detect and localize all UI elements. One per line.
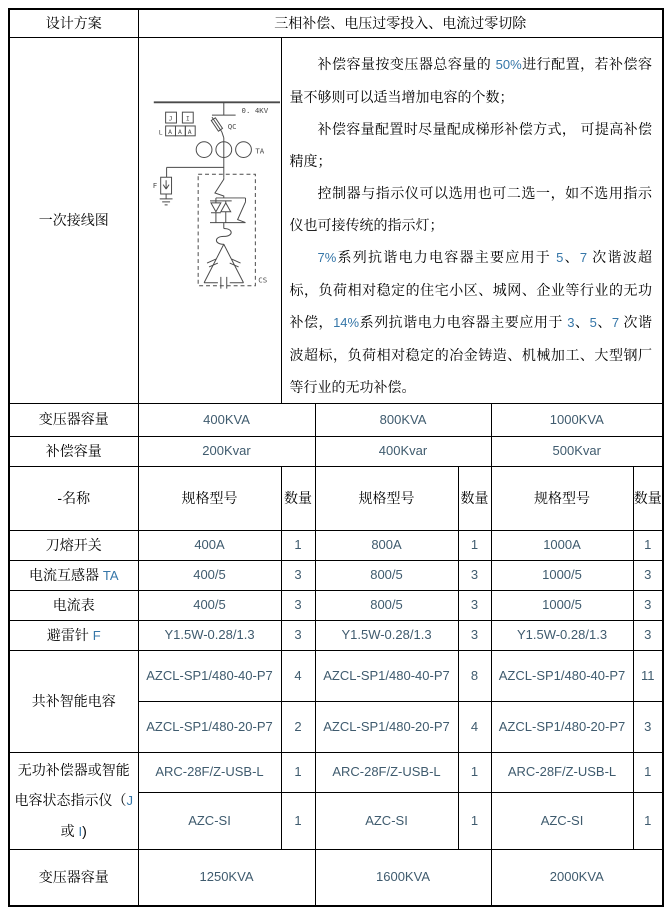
transformer-capacity-value: 400KVA	[138, 403, 315, 436]
qty-cell: 11	[633, 650, 663, 701]
spec-cell: 800/5	[315, 590, 458, 620]
qty-cell: 4	[458, 701, 491, 752]
row-label-knife-fuse-switch: 刀熔开关	[9, 530, 138, 560]
spec-cell: AZCL-SP1/480-20-P7	[138, 701, 281, 752]
one-line-diagram	[139, 38, 280, 350]
qty-cell: 1	[458, 530, 491, 560]
compensation-capacity-value: 500Kvar	[491, 436, 663, 466]
table-row	[9, 37, 663, 403]
ct-label: TA	[255, 146, 265, 156]
delta-capacitor-base	[204, 276, 243, 288]
ct-circle	[236, 141, 252, 157]
ammeter-glyph: A	[168, 127, 172, 136]
indicator-i-glyph: I	[185, 114, 190, 123]
capacitor-unit-label: CS	[258, 275, 268, 285]
qty-cell: 2	[281, 701, 315, 752]
row-label-current-transformer: 电流互感器 TA	[9, 560, 138, 590]
qty-cell: 1	[458, 792, 491, 849]
spec-cell: 1000/5	[491, 560, 633, 590]
spec-cell: ARC-28F/Z-USB-L	[491, 752, 633, 792]
qty-cell: 3	[458, 590, 491, 620]
bottom-transformer-capacity-value: 2000KVA	[491, 849, 663, 906]
row-label-shared-smart-capacitor: 共补智能电容	[9, 650, 138, 752]
spec-cell: 400/5	[138, 590, 281, 620]
bottom-transformer-capacity-value: 1250KVA	[138, 849, 315, 906]
bus-voltage-label: 0. 4KV	[241, 105, 269, 115]
row-label-compensation-controller: 无功补偿器或智能电容状态指示仪（J 或 I)	[9, 752, 138, 849]
compensation-capacity-label: 补偿容量	[9, 436, 138, 466]
spec-cell: AZCL-SP1/480-20-P7	[491, 701, 633, 752]
spec-cell: AZC-SI	[491, 792, 633, 849]
delta-capacitor-sides	[204, 244, 243, 282]
column-header-qty: 数量	[281, 466, 315, 530]
column-header-spec: 规格型号	[315, 466, 458, 530]
spec-cell: AZCL-SP1/480-40-P7	[491, 650, 633, 701]
design-scheme-value: 三相补偿、电压过零投入、电流过零切除	[138, 9, 663, 37]
spec-cell: ARC-28F/Z-USB-L	[138, 752, 281, 792]
spec-cell: AZCL-SP1/480-20-P7	[315, 701, 458, 752]
transformer-capacity-label: 变压器容量	[9, 403, 138, 436]
configuration-notes-cell	[281, 37, 663, 403]
table-header-row	[9, 466, 663, 530]
qty-cell: 4	[281, 650, 315, 701]
qty-cell: 3	[458, 560, 491, 590]
capacitor-gap-ticks	[207, 259, 241, 267]
table-row	[9, 530, 663, 560]
compensation-capacity-value: 400Kvar	[315, 436, 491, 466]
spec-cell: AZC-SI	[138, 792, 281, 849]
wiring-diagram	[138, 37, 281, 403]
transformer-capacity-value: 800KVA	[315, 403, 491, 436]
capacitor-unit-box	[198, 174, 255, 285]
note-paragraph: 7%系列抗谐电力电容器主要应用于 5、7 次谐波超标，负荷相对稳定的住宅小区、城网、企业等行业的无功补偿，14%系列抗谐电力电容器主要应用于 3、5、7 次谐波超标，负荷相对稳定的冶金铸造、机械加工、大型钢厂等行业的无功补偿。	[289, 248, 653, 395]
spec-cell: AZCL-SP1/480-40-P7	[315, 650, 458, 701]
qty-cell: 1	[633, 530, 663, 560]
qty-cell: 1	[281, 752, 315, 792]
bottom-transformer-capacity-value: 1600KVA	[315, 849, 491, 906]
note-paragraph: 控制器与指示仪可以选用也可二选一，如不选用指示仪也可接传统的指示灯；	[289, 184, 652, 233]
phase-mark-glyph: L	[158, 127, 163, 136]
ground-symbol	[160, 194, 173, 205]
column-header-name: -名称	[9, 466, 138, 530]
column-header-spec: 规格型号	[138, 466, 281, 530]
spec-cell: 800/5	[315, 560, 458, 590]
bottom-transformer-capacity-label: 变压器容量	[9, 849, 138, 906]
transformer-capacity-value: 1000KVA	[491, 403, 663, 436]
table-row	[9, 752, 663, 792]
note-paragraph: 补偿容量配置时尽量配成梯形补偿方式， 可提高补偿精度；	[289, 120, 652, 169]
compensation-capacity-value: 200Kvar	[138, 436, 315, 466]
table-row	[9, 403, 663, 436]
spec-cell: 400A	[138, 530, 281, 560]
qty-cell: 1	[281, 792, 315, 849]
spec-cell: Y1.5W-0.28/1.3	[138, 620, 281, 650]
inner-switch-blade	[215, 177, 224, 198]
qty-cell: 1	[458, 752, 491, 792]
ammeter-glyph: A	[177, 127, 182, 136]
qty-cell: 8	[458, 650, 491, 701]
spec-cell: 400/5	[138, 560, 281, 590]
table-row	[9, 590, 663, 620]
spec-cell: AZCL-SP1/480-40-P7	[138, 650, 281, 701]
spec-cell: AZC-SI	[315, 792, 458, 849]
ammeter-glyph: A	[187, 127, 192, 136]
spec-cell: 1000A	[491, 530, 633, 560]
column-header-qty: 数量	[633, 466, 663, 530]
disconnector-label: QC	[227, 121, 237, 131]
table-row	[9, 650, 663, 701]
ct-circle	[196, 141, 212, 157]
wiring-diagram-label: 一次接线图	[9, 37, 138, 403]
spec-cell: ARC-28F/Z-USB-L	[315, 752, 458, 792]
row-label-arrester: 避雷针 F	[9, 620, 138, 650]
design-scheme-label: 设计方案	[9, 9, 138, 37]
table-row	[9, 9, 663, 37]
table-row	[9, 620, 663, 650]
qty-cell: 1	[633, 792, 663, 849]
table-row	[9, 436, 663, 466]
bypass-switch-blade	[238, 197, 246, 222]
qty-cell: 3	[281, 560, 315, 590]
qty-cell: 3	[633, 590, 663, 620]
qty-cell: 3	[458, 620, 491, 650]
spec-cell: 800A	[315, 530, 458, 560]
indicator-j-glyph: J	[168, 114, 173, 123]
thyristor-symbol	[221, 202, 231, 211]
table-row	[9, 560, 663, 590]
arrester-branch	[167, 167, 224, 177]
arrester-label: F	[152, 180, 158, 190]
note-paragraph: 补偿容量按变压器总容量的 50%进行配置，若补偿容量不够则可以适当增加电容的个数；	[289, 55, 652, 105]
qty-cell: 3	[281, 620, 315, 650]
qty-cell: 1	[281, 530, 315, 560]
qty-cell: 1	[633, 752, 663, 792]
reactor-coil	[216, 228, 231, 244]
row-label-ammeter: 电流表	[9, 590, 138, 620]
configuration-notes	[282, 38, 663, 403]
table-row	[9, 849, 663, 906]
thyristor-symbol	[211, 202, 221, 211]
column-header-qty: 数量	[458, 466, 491, 530]
qty-cell: 3	[633, 620, 663, 650]
spec-cell: Y1.5W-0.28/1.3	[315, 620, 458, 650]
spec-cell: Y1.5W-0.28/1.3	[491, 620, 633, 650]
qty-cell: 3	[633, 560, 663, 590]
spec-table	[8, 8, 664, 907]
spec-cell: 1000/5	[491, 590, 633, 620]
qty-cell: 3	[633, 701, 663, 752]
qty-cell: 3	[281, 590, 315, 620]
column-header-spec: 规格型号	[491, 466, 633, 530]
